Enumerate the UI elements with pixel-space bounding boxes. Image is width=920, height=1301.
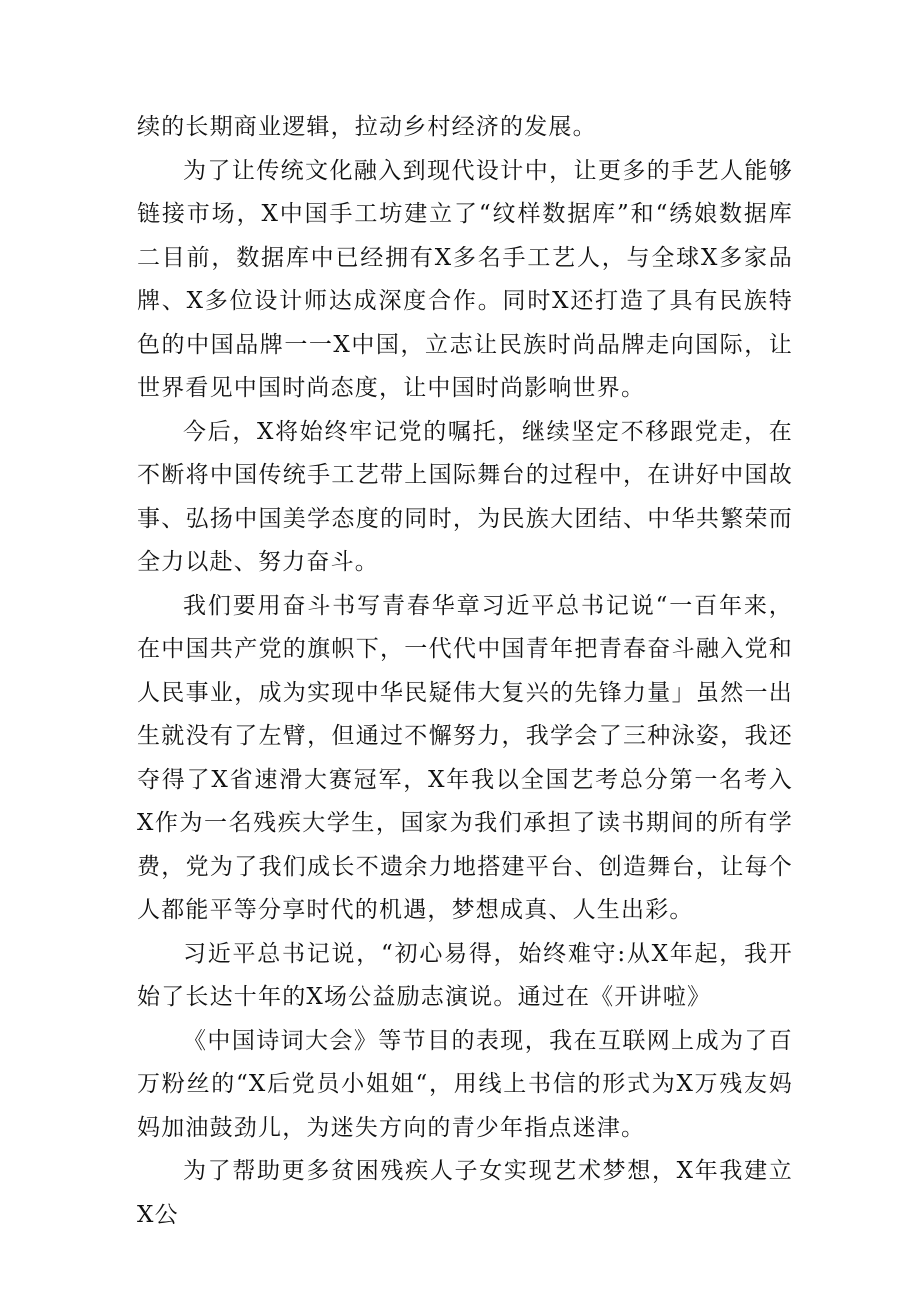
paragraph-1: 续的长期商业逻辑，拉动乡村经济的发展。 [137,114,597,140]
paragraph-2: 为了让传统文化融入到现代设计中，让更多的手艺人能够链接市场，X中国手工坊建立了“纹样数据库”和“绣娘数据库二目前，数据库中已经拥有X多名手工艺人，与全球X多家品牌、X多位设计师达成深度合作。同时X还打造了具有民族特色的中国品牌一一X中国，立志让民族时尚品牌走向国际，让世界看见中国时尚态度，让中国时尚影响世界。 [137,157,793,401]
paragraph-4: 我们要用奋斗书写青春华章习近平总书记说“一百年来，在中国共产党的旗帜下，一代代中国青年把青春奋斗融入党和人民事业，成为实现中华民疑伟大复兴的先锋力量」虽然一出生就没有了左臂，但通过不懈努力，我学会了三种泳姿，我还夺得了X省速滑大赛冠军，X年我以全国艺考总分第一名考入X作为一名残疾大学生，国家为我们承担了读书期间的所有学费，党为了我们成长不遗余力地搭建平台、创造舞台，让每个人都能平等分享时代的机遇，梦想成真、人生出彩。 [137,592,793,923]
paragraph-6: 《中国诗词大会》等节目的表现，我在互联网上成为了百万粉丝的“X后党员小姐姐“，用线上书信的形式为X万残友妈妈加油鼓劲儿，为迷失方向的青少年指点迷津。 [137,1027,793,1141]
document-body [137,106,793,1237]
paragraph-7: 为了帮助更多贫困残疾人子女实现艺术梦想，X年我建立X公 [137,1158,793,1228]
paragraph-5: 习近平总书记说，“初心易得，始终难守:从X年起，我开始了长达十年的X场公益励志演说。通过在《开讲啦》 [137,940,793,1010]
paragraph-3: 今后，X将始终牢记党的嘱托，继续坚定不移跟党走，在不断将中国传统手工艺带上国际舞台的过程中，在讲好中国故事、弘扬中国美学态度的同时，为民族大团结、中华共繁荣而全力以赴、努力奋斗。 [137,418,793,575]
